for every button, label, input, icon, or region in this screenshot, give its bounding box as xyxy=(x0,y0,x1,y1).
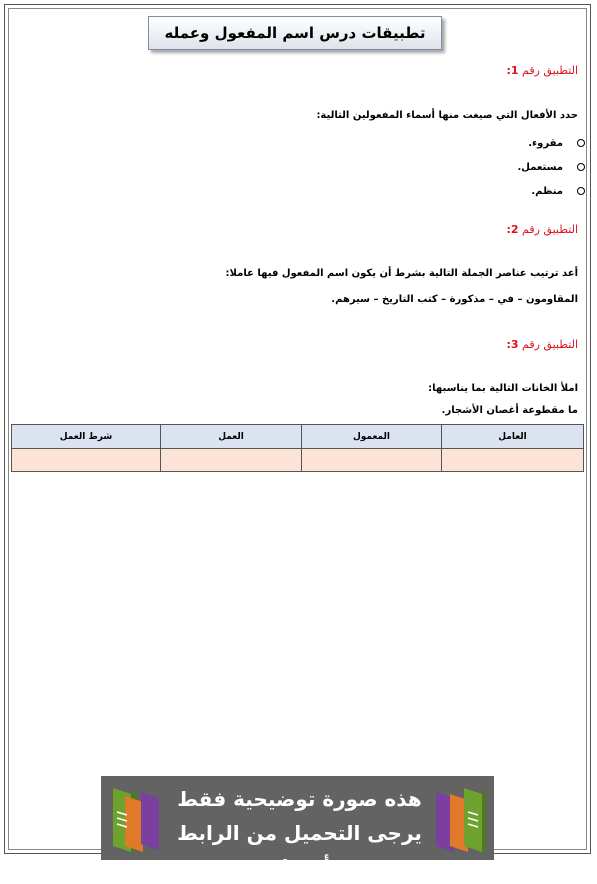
circle-bullet-icon xyxy=(577,187,585,195)
list-item-text: مقروء. xyxy=(528,137,563,149)
banner-line-1: هذه صورة توضيحية فقط xyxy=(177,787,422,811)
exercise-2-label: التطبيق رقم xyxy=(518,223,578,236)
table-cell[interactable] xyxy=(302,449,442,472)
table-cell[interactable] xyxy=(12,449,161,472)
circle-bullet-icon xyxy=(577,163,585,171)
exercise-1-heading xyxy=(506,64,578,77)
table-header-cell: المعمول xyxy=(302,425,442,449)
page-title: تطبيقات درس اسم المفعول وعمله xyxy=(148,16,442,50)
exercise-3-label: التطبيق رقم xyxy=(518,338,578,351)
exercise-1-instruction: حدد الأفعال التي صيغت منها أسماء المفعولين التالية: xyxy=(316,110,578,121)
books-icon xyxy=(428,784,490,854)
banner-line-2: يرجى التحميل من الرابط أسفله xyxy=(177,821,422,879)
table-header-row xyxy=(12,425,584,449)
list-item-text: منظم. xyxy=(531,185,563,197)
list-item xyxy=(517,179,585,203)
exercise-1-list xyxy=(517,131,585,203)
circle-bullet-icon xyxy=(577,139,585,147)
exercise-1-number: 1: xyxy=(506,64,519,77)
table-cell[interactable] xyxy=(442,449,584,472)
list-item-text: مستعمل. xyxy=(517,161,563,173)
table-header-cell: العامل xyxy=(442,425,584,449)
answer-table xyxy=(11,424,584,472)
exercise-2-heading xyxy=(506,223,578,236)
table-header-cell: شرط العمل xyxy=(12,425,161,449)
list-item xyxy=(517,131,585,155)
exercise-2-number: 2: xyxy=(506,223,519,236)
preview-banner xyxy=(101,776,494,879)
table-header-cell: العمل xyxy=(161,425,302,449)
banner-text xyxy=(173,782,426,884)
books-icon xyxy=(107,784,169,854)
exercise-3-heading xyxy=(506,338,578,351)
list-item xyxy=(517,155,585,179)
exercise-2-instruction: أعد ترتيب عناصر الجملة التالية بشرط أن يكون اسم المفعول فيها عاملا: xyxy=(225,268,578,279)
exercise-2-words: المقاومون – في – مذكورة – كتب التاريخ – سيرهم. xyxy=(331,294,578,305)
table-cell[interactable] xyxy=(161,449,302,472)
table-row xyxy=(12,449,584,472)
exercise-1-label: التطبيق رقم xyxy=(518,64,578,77)
exercise-3-sentence: ما مقطوعة أغصان الأشجار. xyxy=(441,405,578,416)
exercise-3-number: 3: xyxy=(506,338,519,351)
exercise-3-instruction: املأ الخانات التالية بما يناسبها: xyxy=(428,383,578,394)
